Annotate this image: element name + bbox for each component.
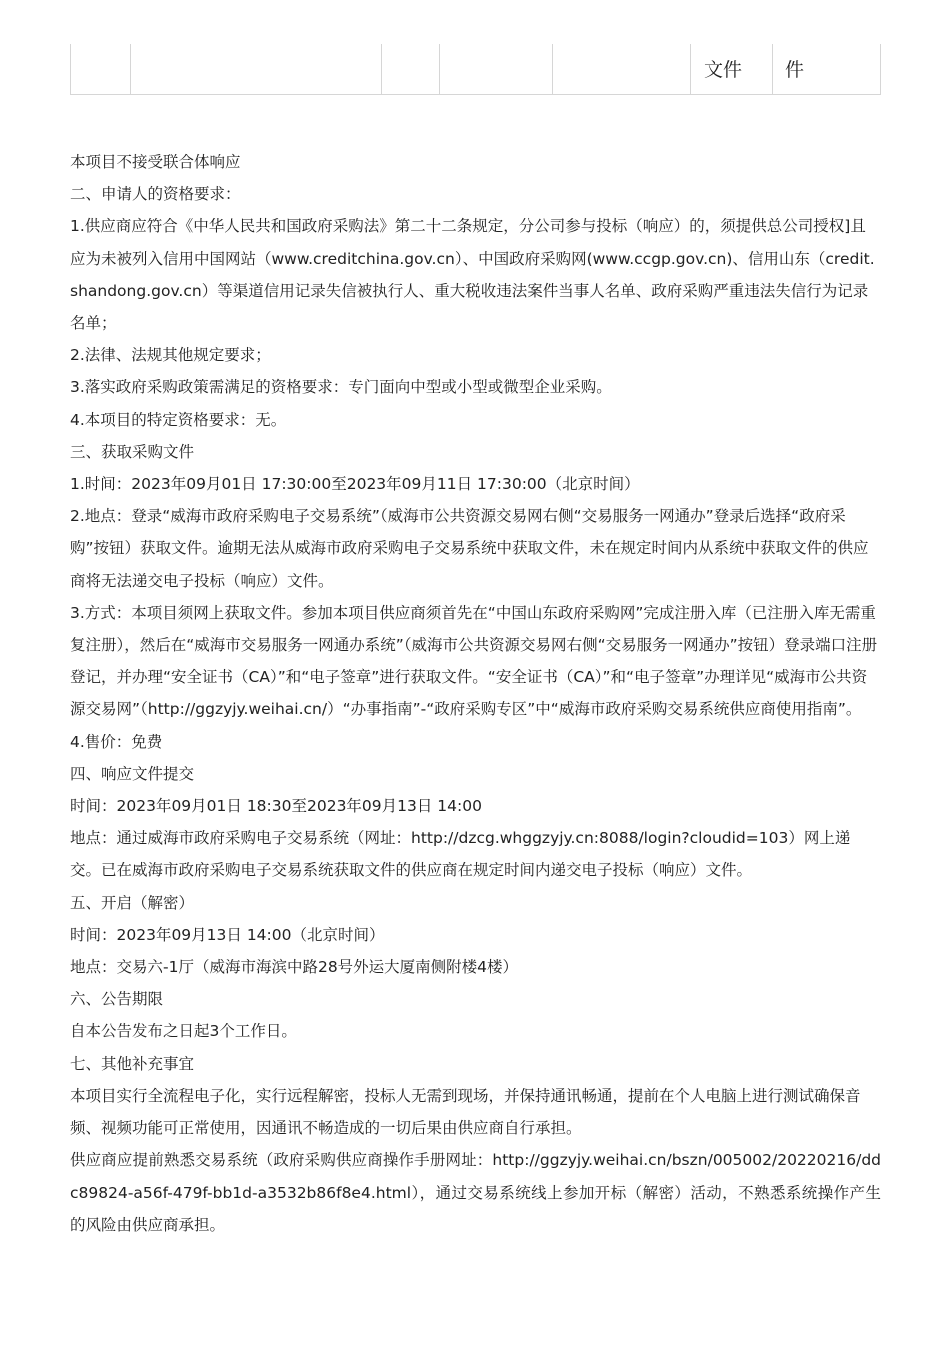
table-fragment: [70, 44, 881, 95]
submission-location: 地点：通过威海市政府采购电子交易系统（网址：http://dzcg.whggzyjy.cn:8088/login?cloudid=103）网上递交。已在威海市政府采购电子交易系统获取文件的供应商在规定时间内递交电子投标（响应）文件。: [70, 829, 851, 880]
section-heading-other-matters: 七、其他补充事宜: [70, 1054, 195, 1073]
section-heading-qualification: 二、申请人的资格要求：: [70, 185, 241, 204]
section-heading-submission: 四、响应文件提交: [70, 764, 195, 783]
qualification-item-1: 1.供应商应符合《中华人民共和国政府采购法》第二十二条规定，分公司参与投标（响应）的，须提供总公司授权]且应为未被列入信用中国网站（www.creditchina.gov.cn）、中国政府采购网(www.ccgp.gov.cn)、信用山东（credit.shandong.gov.cn）等渠道信用记录失信被执行人、重大税收违法案件当事人名单、政府采购严重违法失信行为记录名单；: [70, 217, 875, 333]
table-column-divider: [130, 44, 131, 94]
submission-time: 时间：2023年09月01日 18:30至2023年09月13日 14:00: [70, 797, 482, 816]
no-consortium-note: 本项目不接受联合体响应: [70, 153, 241, 171]
opening-time: 时间：2023年09月13日 14:00（北京时间）: [70, 925, 385, 944]
announcement-period: 自本公告发布之日起3个工作日。: [70, 1022, 297, 1041]
other-matters-1: 本项目实行全流程电子化，实行远程解密，投标人无需到现场，并保持通讯畅通，提前在个人电脑上进行测试确保音频、视频功能可正常使用，因通讯不畅造成的一切后果由供应商自行承担。: [70, 1086, 861, 1138]
opening-location: 地点：交易六-1厅（威海市海滨中路28号外运大厦南侧附楼4楼）: [70, 958, 519, 977]
table-column-divider: [552, 44, 553, 94]
qualification-item-4: 4.本项目的特定资格要求：无。: [70, 410, 287, 429]
qualification-item-2: 2.法律、法规其他规定要求；: [70, 346, 271, 365]
qualification-item-3: 3.落实政府采购政策需满足的资格要求：专门面向中型或小型或微型企业采购。: [70, 378, 612, 397]
table-column-divider: [690, 44, 691, 94]
table-cell-file: 文件: [704, 59, 743, 81]
other-matters-2: 供应商应提前熟悉交易系统（政府采购供应商操作手册网址：http://ggzyjy.weihai.cn/bszn/005002/20220216/ddc89824-a56f-479f-bb1d-a3532b86f8e4.html），通过交易系统线上参加开标（解密）活动，不熟悉系统操作产生的风险由供应商承担。: [70, 1151, 881, 1234]
section-heading-obtain-documents: 三、获取采购文件: [70, 442, 195, 461]
obtain-price: 4.售价：免费: [70, 732, 163, 751]
table-column-divider: [772, 44, 773, 94]
table-cell-piece: 件: [785, 59, 805, 81]
obtain-method: 3.方式：本项目须网上获取文件。参加本项目供应商须首先在“中国山东政府采购网”完成注册入库（已注册入库无需重复注册），然后在“威海市交易服务一网通办系统”（威海市公共资源交易网右侧“交易服务一网通办”按钮）登录端口注册登记，并办理“安全证书（CA）”和“电子签章”进行获取文件。“安全证书（CA）”和“电子签章”办理详见“威海市公共资源交易网”（http://ggzyjy.weihai.cn/）“办事指南”-“政府采购专区”中“威海市政府采购交易系统供应商使用指南”。: [70, 603, 878, 719]
obtain-time: 1.时间：2023年09月01日 17:30:00至2023年09月11日 17:30:00（北京时间）: [70, 475, 640, 494]
obtain-location: 2.地点：登录“威海市政府采购电子交易系统”（威海市公共资源交易网右侧“交易服务一网通办”登录后选择“政府采购”按钮）获取文件。逾期无法从威海市政府采购电子交易系统中获取文件，未在规定时间内从系统中获取文件的供应商将无法递交电子投标（响应）文件。: [70, 507, 869, 590]
table-column-divider: [439, 44, 440, 94]
table-column-divider: [381, 44, 382, 94]
section-heading-announcement-period: 六、公告期限: [70, 990, 164, 1009]
announcement-body: [70, 146, 881, 1241]
section-heading-opening: 五、开启（解密）: [70, 893, 195, 912]
